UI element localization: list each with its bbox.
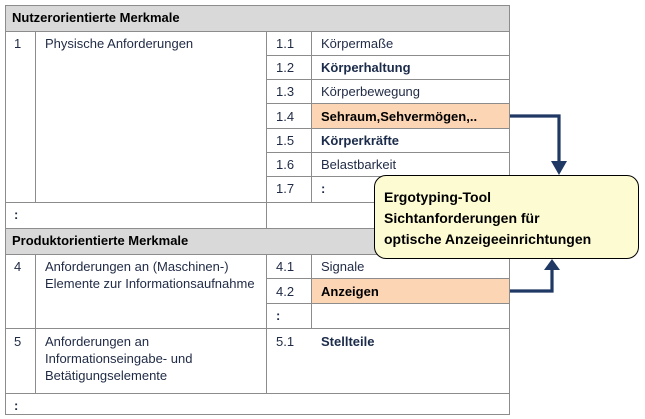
arrowhead-down-icon [551, 161, 567, 175]
arrow-to-callout-bottom [510, 268, 552, 291]
callout-line: optische Anzeigeeinrichtungen [384, 231, 592, 247]
item-text: : [321, 181, 326, 196]
item-text-highlighted: Anzeigen [321, 284, 379, 299]
group-number: 4 [14, 259, 22, 274]
ergotyping-callout [374, 175, 639, 259]
group-label: Physische Anforderungen [45, 36, 194, 51]
item-text: Körpermaße [321, 36, 394, 51]
group-number: 1 [14, 36, 22, 51]
group-label: Anforderungen an (Maschinen-) Elemente zur Informationsaufnahme [45, 259, 255, 291]
item-text: Körperbewegung [321, 84, 421, 99]
group-number: 5 [14, 334, 22, 349]
callout-line: Ergotyping-Tool [384, 189, 492, 205]
item-code: 1.4 [276, 109, 295, 124]
arrowhead-up-icon [544, 259, 560, 270]
item-code: 1.3 [276, 84, 295, 99]
group-label: Anforderungen an Informationseingabe- und Betätigungselemente [45, 334, 193, 383]
section-title-produkt: Produktorientierte Merkmale [12, 233, 189, 248]
item-code: 1.2 [276, 60, 295, 75]
item-code: 1.5 [276, 133, 295, 148]
continuation-marker: : [14, 398, 19, 413]
item-code: 5.1 [276, 334, 295, 349]
item-code: 1.6 [276, 157, 295, 172]
item-code: 4.2 [276, 284, 295, 299]
item-code: 1.7 [276, 181, 295, 196]
item-text: Körperhaltung [321, 60, 411, 75]
continuation-marker: : [14, 207, 19, 222]
callout-line: Sichtanforderungen für [384, 210, 540, 226]
item-code: 4.1 [276, 259, 295, 274]
item-code: 1.1 [276, 36, 295, 51]
item-code: : [276, 308, 281, 323]
item-text: Stellteile [321, 334, 375, 349]
arrow-to-callout-top [510, 116, 559, 164]
item-text-highlighted: Sehraum,Sehvermögen,.. [321, 109, 478, 124]
item-text: Signale [321, 259, 365, 274]
item-text: Belastbarkeit [321, 157, 397, 172]
section-title-nutzer: Nutzerorientierte Merkmale [12, 10, 180, 25]
item-text: Körperkräfte [321, 133, 400, 148]
